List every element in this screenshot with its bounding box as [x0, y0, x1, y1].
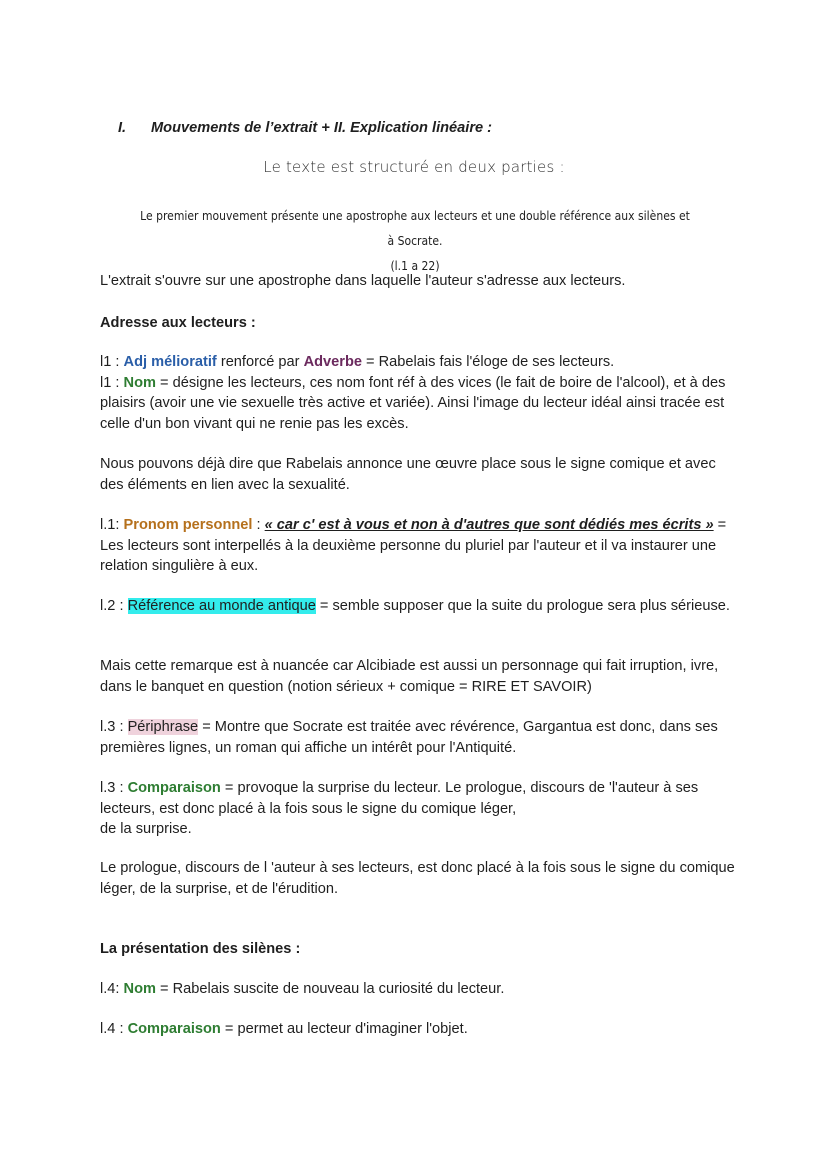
item2-rest: = désigne les lecteurs, ces nom font réf à des vices (le fait de boire de l'alcool), et à des plaisirs (avoir une vie sexuelle très active et variée). Ainsi l'image du lecteur idéal ainsi tracée est celle d'un bon vivant qui ne renie pas les excès.	[100, 374, 726, 432]
item4-ref: l.2 :	[100, 598, 128, 614]
item5-ref: l.3 :	[100, 719, 128, 735]
item5-rest: = Montre que Socrate est traitée avec révérence, Gargantua est donc, dans ses premières lignes, un roman qui affiche un intérêt pour l'Antiquité.	[100, 719, 718, 756]
heading-text: Mouvements de l’extrait + II. Explication linéaire :	[151, 120, 493, 136]
analysis-pronom	[100, 515, 740, 577]
intro-paragraph: L'extrait s'ouvre sur une apostrophe dans laquelle l'auteur s'adresse aux lecteurs.	[100, 273, 626, 289]
heading-number: I.	[118, 120, 127, 136]
item8-term: Comparaison	[127, 1021, 221, 1037]
item7-term: Nom	[123, 981, 156, 997]
item4-rest: = semble supposer que la suite du prologue sera plus sérieuse.	[315, 598, 730, 614]
item4-term: Référence au monde antique	[127, 598, 316, 614]
analysis-nom-silenes	[100, 979, 740, 1000]
analysis-comparaison-1	[100, 778, 740, 840]
item8-ref: l.4 :	[100, 1021, 128, 1037]
item8-rest: = permet au lecteur d'imaginer l'objet.	[220, 1021, 468, 1037]
item1-term2: Adverbe	[303, 354, 362, 370]
section-title-adresse: Adresse aux lecteurs :	[100, 315, 256, 331]
item6-rest1: = provoque la surprise du lecteur. Le prologue, discours de 'l'auteur à ses lecteurs, est donc placé à la fois sous le signe du comique léger,	[100, 780, 699, 817]
item1-term1: Adj mélioratif	[123, 354, 217, 370]
item3-ref: l.1:	[100, 517, 124, 533]
item2-term: Nom	[123, 374, 156, 391]
movement-1-description	[140, 203, 690, 278]
item7-rest: = Rabelais suscite de nouveau la curiosité du lecteur.	[155, 981, 505, 997]
item6-term: Comparaison	[127, 780, 221, 796]
item7-ref: l.4:	[100, 981, 124, 997]
item6-rest2: de la surprise.	[100, 821, 192, 837]
section-title-silenes: La présentation des silènes :	[100, 941, 301, 957]
analysis-comparaison-2	[100, 1019, 740, 1040]
prologue-paragraph: Le prologue, discours de l 'auteur à ses lecteurs, est donc placé à la fois sous le signe du comique léger, de la surprise, et de l'érudition.	[100, 860, 735, 897]
movement-1-line2: (l.1 a 22)	[390, 258, 440, 273]
item3-sep: :	[252, 517, 265, 533]
item3-term: Pronom personnel	[123, 517, 253, 533]
analysis-periphrase	[100, 717, 740, 758]
movement-1-line1: Le premier mouvement présente une apostrophe aux lecteurs et une double référence aux silènes et à Socrate.	[140, 208, 690, 248]
item1-rest: = Rabelais fais l'éloge de ses lecteurs.	[361, 354, 615, 370]
item3-quote: « car c' est à vous et non à d'autres que sont dédiés mes écrits »	[264, 517, 714, 533]
analysis-reference	[100, 596, 740, 617]
item6-ref: l.3 :	[100, 780, 128, 796]
item3-rest: = Les lecteurs sont interpellés à la deuxième personne du pluriel par l'auteur et il va instaurer une relation singulière à eux.	[100, 517, 727, 574]
subtitle: Le texte est structuré en deux parties :	[263, 158, 565, 176]
item2-ref: l1 :	[100, 374, 124, 391]
item1-ref: l1 :	[100, 354, 124, 370]
item1-mid: renforcé par	[216, 354, 304, 370]
item5-term: Périphrase	[127, 719, 199, 735]
alcibiade-paragraph: Mais cette remarque est à nuancée car Alcibiade est aussi un personnage qui fait irruption, ivre, dans le banquet en question (notion sérieux + comique = RIRE ET SAVOIR)	[100, 658, 719, 695]
section-heading	[118, 120, 492, 136]
analysis-block-1	[100, 352, 740, 434]
comic-paragraph: Nous pouvons déjà dire que Rabelais annonce une œuvre place sous le signe comique et avec des éléments en lien avec la sexualité.	[100, 456, 716, 493]
